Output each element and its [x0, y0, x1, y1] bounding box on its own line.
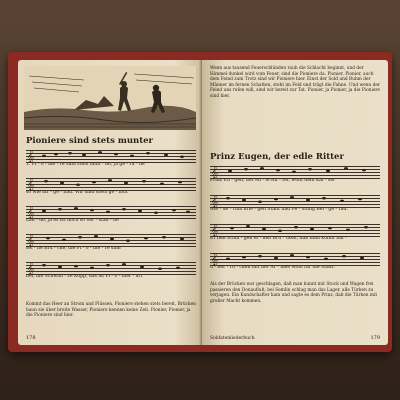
staff	[210, 193, 380, 207]
song-title-right: Prinz Eugen, der edle Ritter	[210, 152, 344, 162]
staff-system	[26, 204, 196, 224]
page-footer-right: Soldatenliederbuch	[210, 336, 255, 341]
music-score-left	[26, 148, 196, 280]
right-page	[202, 60, 388, 345]
staff	[210, 164, 380, 178]
svg-text:𝄞: 𝄞	[27, 234, 35, 246]
pioneer-illustration	[24, 66, 196, 130]
staff-system	[26, 232, 196, 252]
staff-system	[26, 176, 196, 196]
staff-system	[210, 164, 380, 184]
lyric-line: Lan - de, ja es ist doch so Ver - stan - de	[26, 218, 119, 223]
svg-text:𝄞: 𝄞	[211, 224, 219, 236]
staff-system	[210, 251, 380, 271]
page-number-right: 179	[370, 335, 380, 341]
lyric-line: bei, die Schwan - ze Kopp, das ist Pi - o - nier - art	[26, 274, 143, 279]
lyric-line: wie - de - rum krie - gen Stadt und Fe - stung Bel - ge - rad.	[210, 207, 348, 212]
staff	[26, 148, 196, 162]
svg-text:𝄞: 𝄞	[27, 178, 35, 190]
svg-text:𝄞: 𝄞	[27, 262, 35, 274]
staff	[26, 260, 196, 274]
staff-system	[210, 222, 380, 242]
song-title-left: Pioniere sind stets munter	[26, 136, 154, 146]
staff	[210, 222, 380, 236]
staff-system	[210, 193, 380, 213]
lyric-line: sei - ne Brü - cke, die Pi - o - nie - re sind	[26, 246, 121, 251]
lyric-line: 1. Pi - o - nie - re sind stets mun - ter, ja ge - ra - de	[26, 162, 145, 167]
verse-text-top-right: Wenn aus tausend Feuerschlünden rauh die Schlacht beginnt, und der Himmel dunkel wird vom Feuer, sind die Pioniere da. Pionier, Pionier, auch dem Feind zum Trotz sind wir Pioniere hier. Einst der Sold und Ruhm der Männer im fernen Schatten, steht im Feld und trägt die Fahne. Und wenn der Feind uns rufen will, sind wir bereit zur Tat. Pionier, ja Pionier, ja die Pioniere sind hier.	[210, 66, 380, 99]
staff	[26, 204, 196, 218]
music-score-right	[210, 164, 380, 271]
verse-text-bottom-right: Als der Brücken war geschlagen, daß man kunnt mit Stuck und Wagen frei passieren den Donaufluß; bei Semlin schlug man das Lager, alle Türken zu verjagen. Ein Kundschafter kam und sagte es dem Prinz, daß die Türken mit großer Macht kommen.	[210, 282, 378, 304]
verse-text-left: Kommt das Heer an Strom und Flüssen, Pioniere stehen stets bereit, Brücken baun sie über breite Wasser, Pioniere kennen keine Zeit. Pionier, Pionier, ja die Pioniere sind hier.	[26, 302, 196, 319]
lyric-line: Prinz Eu - gen, der ed - le Rit - ter, wollt dem Kai - ser	[210, 178, 336, 183]
staff	[26, 232, 196, 246]
staff-system	[26, 148, 196, 168]
staff-system	[26, 260, 196, 280]
lyric-line: ü - ber - rü - cken mit der Ar - mee wohl für die Stadt.	[210, 265, 336, 270]
page-number-left: 178	[26, 335, 36, 341]
svg-text:𝄞: 𝄞	[27, 150, 35, 162]
lyric-line: so wie ihr - ge - nau. Wir sind stets ge - mut	[26, 190, 128, 195]
svg-text:𝄞: 𝄞	[211, 253, 219, 265]
svg-text:𝄞: 𝄞	[211, 195, 219, 207]
staff	[26, 176, 196, 190]
lyric-line: Er ließ schla - gen ei - nen Brü - cken, daß man kunnt hin -	[210, 236, 347, 241]
svg-text:𝄞: 𝄞	[27, 206, 35, 218]
staff	[210, 251, 380, 265]
left-page	[18, 60, 202, 345]
svg-text:𝄞: 𝄞	[211, 166, 219, 178]
